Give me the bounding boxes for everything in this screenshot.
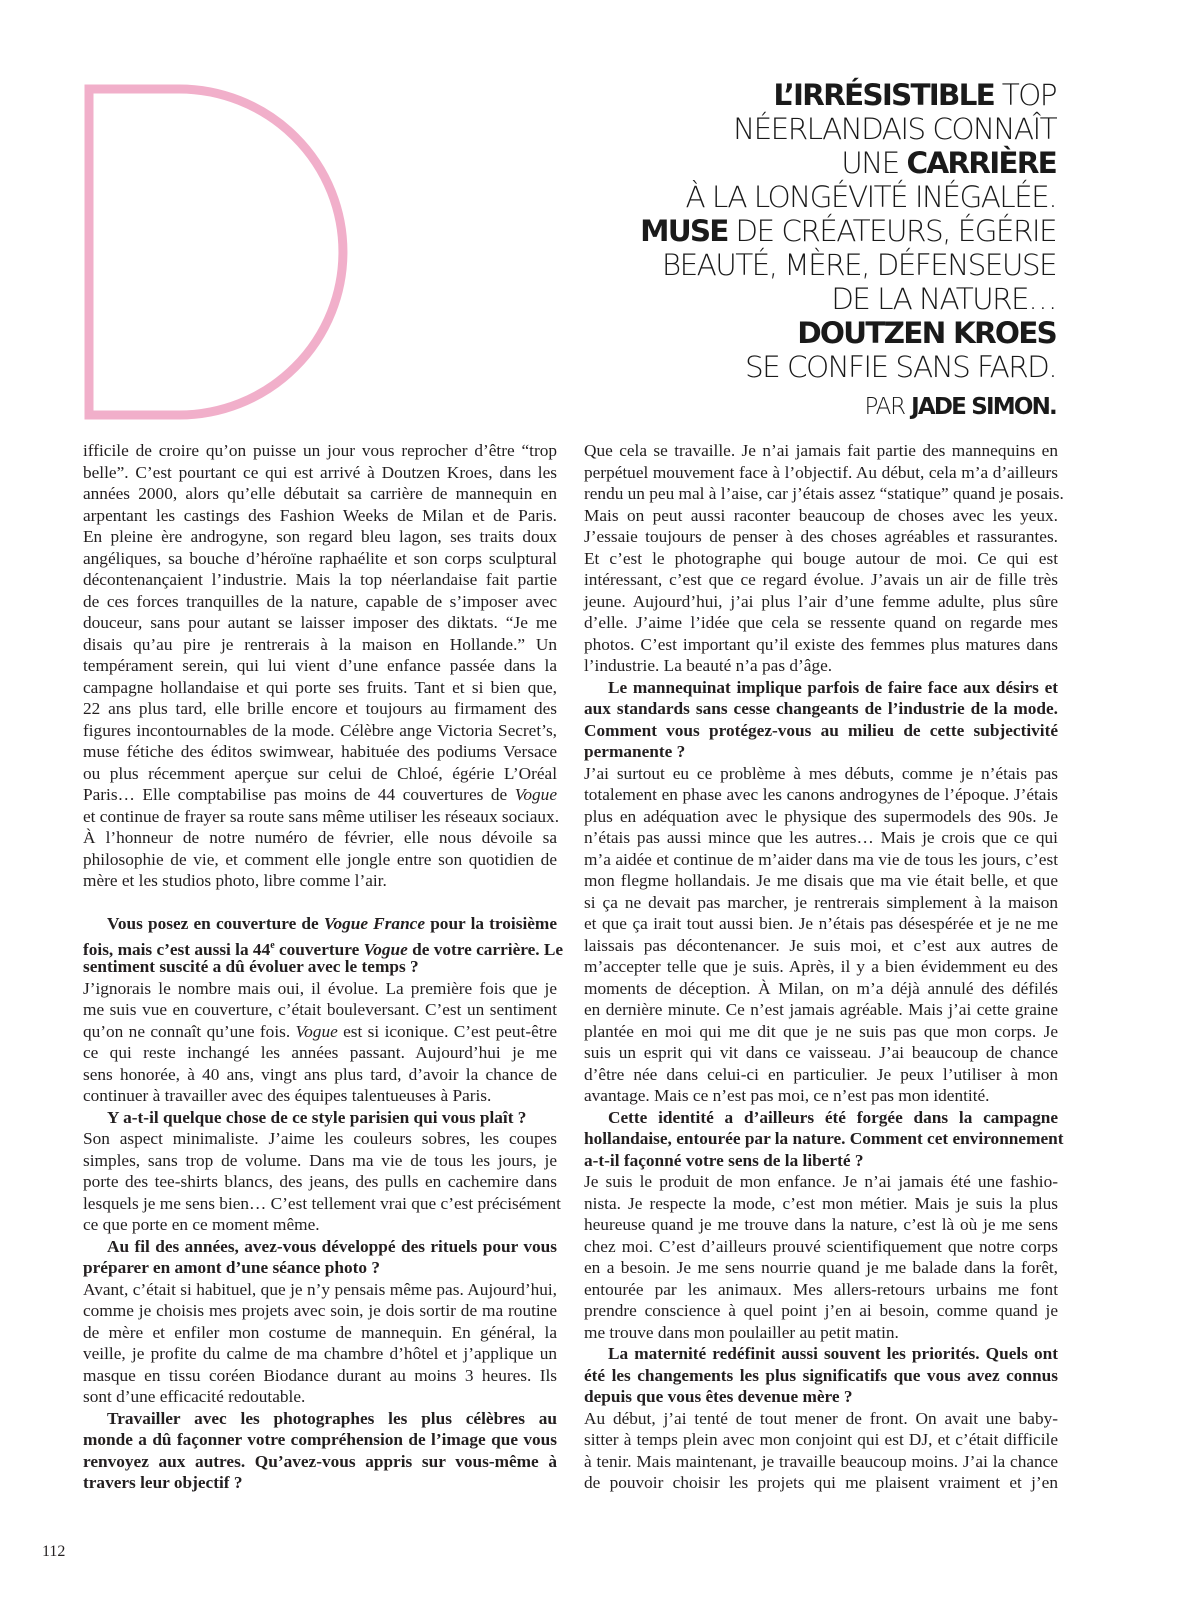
- text-line: avantage. Mais ce n’est pas moi, ce n’est pas mon identité.: [584, 1086, 990, 1105]
- headline-line: [496, 282, 1056, 316]
- question-line: Comment vous protégez-vous au milieu de cette subjectivité: [584, 720, 1058, 740]
- headline-text: À LA LONGÉVITÉ INÉGALÉE.: [685, 180, 1056, 214]
- text-line: arpentant les castings des Fashion Weeks de Milan et de Paris.: [83, 505, 557, 525]
- question-line: Vous posez en couverture de Vogue France pour la troisième: [107, 914, 557, 933]
- text-line: plus en adéquation avec le physique des supermodels des 90s. Je: [584, 806, 1058, 826]
- text-line: heureuse quand je me trouve dans la nature, c’est là où je me sens: [584, 1215, 1058, 1234]
- italic-title: Vogue France: [323, 914, 426, 933]
- headline-text: TOP: [993, 78, 1056, 112]
- text-line: ce que porte en ce moment même.: [83, 1215, 320, 1234]
- text-line: porte des tee-shirts blancs, des jeans, des pulls en cachemire dans: [83, 1172, 557, 1191]
- text-line: d’elle. J’aime l’idée que cela se ressente quand on regarde mes: [584, 613, 1058, 632]
- text-line: nista. Je respecte la mode, c’est mon métier. Mais je suis la plus: [584, 1193, 1058, 1213]
- text-line: Avant, c’était si habituel, que je n’y pensais même pas. Aujourd’hui,: [83, 1279, 557, 1299]
- headline-emphasis: CARRIÈRE: [906, 146, 1056, 180]
- headline-emphasis: MUSE: [640, 214, 728, 248]
- question-line: permanente ?: [584, 742, 686, 761]
- text-line: masque en tissu coréen Biodance durant au moins 3 heures. Ils: [83, 1365, 557, 1385]
- text-line: Et c’est le photographe qui bouge autour de moi. Ce qui est: [584, 548, 1058, 568]
- text-line: intéressant, c’est que ce regard évolue. J’avais un air de fille très: [584, 570, 1058, 589]
- text-line: me suis vue en couverture, c’était bouleversant. C’est un sentiment: [83, 1000, 557, 1019]
- text-line: de ces forces tranquilles de la nature, capable de s’imposer avec: [83, 591, 557, 611]
- text-line: À l’honneur de notre numéro de février, elle nous dévoile sa: [83, 828, 557, 847]
- byline: [496, 390, 1056, 424]
- text-line: Au début, j’ai tenté de tout mener de front. On avait une baby-: [584, 1408, 1058, 1428]
- question-line: préparer en amont d’une séance photo ?: [83, 1258, 380, 1277]
- text-line: me trouve dans mon poulailler au petit matin.: [584, 1322, 899, 1342]
- text-line: m’accepter telle que je suis. Après, il y a bien évidemment eu des: [584, 957, 1058, 976]
- text-line: m’a aidée et continue de m’aider dans ma vie de tous les jours, c’est: [584, 849, 1058, 869]
- text-line: sont d’une efficacité redoutable.: [83, 1387, 306, 1406]
- text-line: Que cela se travaille. Je n’ai jamais fait partie des mannequins en: [584, 441, 1058, 460]
- text-line: de mère et enfiler mon costume de mannequin. En général, la: [83, 1322, 557, 1342]
- text-line: belle”. C’est pourtant ce qui est arrivé à Doutzen Kroes, dans les: [83, 462, 557, 482]
- text-line: veille, je profite du calme de ma chambre d’hôtel et j’applique un: [83, 1344, 557, 1363]
- text-line: chez moi. C’est d’ailleurs prouvé scientifiquement que notre corps: [584, 1236, 1058, 1256]
- text-line: perpétuel mouvement face à l’objectif. Au début, cela m’a d’ailleurs: [584, 462, 1058, 482]
- headline-line: [496, 350, 1056, 384]
- text-line: décontenançaient l’industrie. Mais la top néerlandaise fait partie: [83, 570, 557, 589]
- text-line: plantée en moi qui me dit que je ne suis pas que mon corps. Je: [584, 1021, 1058, 1041]
- text-line: 22 ans plus tard, elle brille encore et toujours au firmament des: [83, 699, 557, 718]
- headline-text: NÉERLANDAIS CONNAÎT: [733, 112, 1056, 146]
- text-line: douceur, sans pour autant se laisser imposer des diktats. “Je me: [83, 613, 557, 632]
- text-line: qu’on ne connaît qu’une fois. Vogue est si iconique. C’est peut-être: [83, 1021, 557, 1041]
- question-line: travers leur objectif ?: [83, 1473, 243, 1492]
- text-line: n’étais pas aussi mince que les autres… Mais je crois que ce qui: [584, 828, 1058, 847]
- text-line: jeune. Aujourd’hui, j’ai plus l’air d’une femme adulte, plus sûre: [584, 591, 1058, 611]
- headline-line: [496, 248, 1056, 282]
- question-line: a-t-il façonné votre sens de la liberté ?: [584, 1150, 864, 1170]
- text-line: à tenir. Mais maintenant, je travaille beaucoup moins. J’ai la chance: [584, 1451, 1058, 1471]
- headline-emphasis: DOUTZEN KROES: [797, 316, 1056, 350]
- italic-title: Vogue: [295, 1021, 338, 1041]
- text-line: figures incontournables de la mode. Célèbre ange Victoria Secret’s,: [83, 720, 557, 740]
- text-line: lesquels je me sens bien… C’est tellement vrai que c’est précisément: [83, 1193, 561, 1213]
- text-line: sitter à temps plein avec mon conjoint qui est DJ, et c’était difficile: [584, 1430, 1058, 1449]
- headline-line: [496, 180, 1056, 214]
- text-line: suis un esprit qui vit dans ce vaisseau. J’ai beaucoup de chance: [584, 1043, 1058, 1062]
- headline-line: [496, 214, 1056, 248]
- text-line: En pleine ère androgyne, son regard bleu lagon, ses traits doux: [83, 527, 557, 546]
- article-column-right: [584, 440, 1064, 1494]
- text-line: ou plus récemment aperçue sur celui de Chloé, égérie L’Oréal: [83, 763, 557, 783]
- superscript: e: [270, 939, 275, 951]
- text-line: mon flegme hollandais. Je me disais que ma vie était belle, et que: [584, 871, 1058, 890]
- text-line: photos. C’est important qu’il existe des femmes plus matures dans: [584, 634, 1058, 654]
- question-line: renvoyez aux autres. Qu’avez-vous appris sur vous-même à: [83, 1451, 557, 1471]
- headline-line: [496, 78, 1056, 112]
- headline-text: DE CRÉATEURS, ÉGÉRIE: [727, 214, 1056, 248]
- question-line: Au fil des années, avez-vous développé des rituels pour vous: [107, 1236, 557, 1256]
- drop-cap-letter-d: [84, 84, 348, 420]
- headline-text: UNE: [841, 146, 907, 180]
- text-line: J’essaie toujours de penser à des choses agréables et rassurantes.: [584, 527, 1058, 546]
- italic-title: Vogue: [363, 939, 408, 959]
- question-line: aux standards sans cesse changeants de l’industrie de la mode.: [584, 699, 1058, 718]
- question-line: été les changements les plus significatifs que vous avez connus: [584, 1365, 1058, 1385]
- text-line: rendu un peu mal à l’aise, car j’étais assez “statique” quand je posais.: [584, 484, 1064, 503]
- text-line: J’ignorais le nombre mais oui, il évolue. La première fois que je: [83, 978, 557, 998]
- question-line: monde a dû façonner votre compréhension de l’image que vous: [83, 1430, 557, 1449]
- question-line: sentiment suscité a dû évoluer avec le temps ?: [83, 957, 419, 976]
- text-line: Je suis le produit de mon enfance. Je n’ai jamais été une fashio-: [584, 1172, 1058, 1191]
- headline-text: SE CONFIE SANS FARD.: [745, 350, 1056, 384]
- question-line: fois, mais c’est aussi la 44e couverture Vogue de votre carrière. Le: [83, 939, 564, 959]
- text-line: campagne hollandaise et qui porte ses fruits. Tant et si bien que,: [83, 677, 557, 697]
- text-line: en a besoin. Je me sens nourrie quand je me balade dans la forêt,: [584, 1258, 1058, 1277]
- text-line: muse fétiche des éditos swimwear, habituée des podiums Versace: [83, 742, 557, 761]
- text-line: d’être née dans celui-ci en particulier. Je peux l’utiliser à mon: [584, 1064, 1058, 1084]
- text-line: années 2000, alors qu’elle débutait sa carrière de mannequin en: [83, 484, 557, 503]
- text-line: totalement en phase avec les canons androgynes de l’époque. J’étais: [584, 785, 1058, 804]
- text-line: mère et les studios photo, libre comme l’air.: [83, 871, 387, 890]
- headline-text: DE LA NATURE…: [831, 282, 1056, 316]
- headline-line: [496, 112, 1056, 146]
- question-line: Y a-t-il quelque chose de ce style parisien qui vous plaît ?: [107, 1107, 527, 1127]
- article-column-left: [83, 440, 564, 1494]
- text-line: et continue de frayer sa route sans même utiliser les réseaux sociaux.: [83, 806, 560, 826]
- text-line: entourée par les animaux. Mes allers-retours urbains me font: [584, 1279, 1058, 1299]
- headline-line: [496, 146, 1056, 180]
- text-line: et que ça irait tout aussi bien. Je n’étais pas désespérée et je ne me: [584, 914, 1058, 933]
- text-line: ifficile de croire qu’on puisse un jour vous reprocher d’être “trop: [83, 441, 557, 460]
- question-line: depuis que vous êtes devenue mère ?: [584, 1387, 853, 1406]
- text-line: philosophie de vie, et comment elle jongle entre son quotidien de: [83, 849, 557, 869]
- byline-prefix: PAR: [864, 394, 912, 420]
- paragraph-gap: [83, 892, 557, 914]
- text-line: Paris… Elle comptabilise pas moins de 44 couvertures de Vogue: [83, 785, 557, 804]
- drop-cap-outline: [89, 89, 343, 415]
- text-line: angéliques, sa bouche d’héroïne raphaélite et son corps sculptural: [83, 548, 557, 568]
- question-line: hollandaise, entourée par la nature. Comment cet environnement: [584, 1129, 1064, 1148]
- text-line: J’ai surtout eu ce problème à mes débuts, comme je n’étais pas: [584, 763, 1058, 783]
- text-line: de pouvoir choisir les projets qui me plaisent vraiment et j’en: [584, 1473, 1058, 1492]
- text-line: en dernière minute. Ce n’est jamais agréable. Mais j’ai cette graine: [584, 1000, 1058, 1019]
- question-line: Travailler avec les photographes les plus célèbres au: [107, 1408, 557, 1428]
- headline-emphasis: L’IRRÉSISTIBLE: [773, 78, 994, 112]
- text-line: tempérament serein, qui lui vient d’une enfance passée dans la: [83, 656, 557, 675]
- question-line: Cette identité a d’ailleurs été forgée dans la campagne: [608, 1107, 1058, 1127]
- headline-text: BEAUTÉ, MÈRE, DÉFENSEUSE: [661, 248, 1056, 282]
- text-line: simples, sans trop de volume. Dans ma vie de tous les jours, je: [83, 1150, 557, 1170]
- text-line: Son aspect minimaliste. J’aime les couleurs sobres, les coupes: [83, 1129, 557, 1148]
- text-line: Mais on peut aussi raconter beaucoup de choses avec les yeux.: [584, 505, 1058, 525]
- question-line: Le mannequinat implique parfois de faire face aux désirs et: [608, 677, 1058, 697]
- text-line: continuer à travailler avec des équipes talentueuses à Paris.: [83, 1086, 492, 1105]
- text-line: comme je choisis mes projets avec soin, je dois sortir de ma routine: [83, 1301, 557, 1320]
- text-line: sens honorée, à 40 ans, vingt ans plus tard, d’avoir la chance de: [83, 1064, 557, 1084]
- text-line: si ça ne devait pas marcher, je rentrerais simplement à la maison: [584, 892, 1058, 912]
- article-headline: [496, 78, 1056, 424]
- text-line: disais qu’au pire je rentrerais à la maison en Hollande.” Un: [83, 634, 557, 654]
- headline-line: [496, 316, 1056, 350]
- text-line: ce qui reste inchangé les années passant. Aujourd’hui je me: [83, 1043, 557, 1062]
- page-number: 112: [42, 1543, 66, 1560]
- italic-title: Vogue: [514, 785, 557, 804]
- text-line: l’industrie. La beauté n’a pas d’âge.: [584, 656, 833, 675]
- byline-author: JADE SIMON.: [911, 394, 1056, 420]
- text-line: moments de déception. À Milan, on m’a déjà annulé des défilés: [584, 978, 1058, 998]
- text-line: laissais pas décontenancer. Je suis moi, et c’est aux autres de: [584, 935, 1058, 955]
- question-line: La maternité redéfinit aussi souvent les priorités. Quels ont: [608, 1344, 1058, 1363]
- text-line: prendre conscience à quel point j’en ai besoin, comme quand je: [584, 1301, 1058, 1320]
